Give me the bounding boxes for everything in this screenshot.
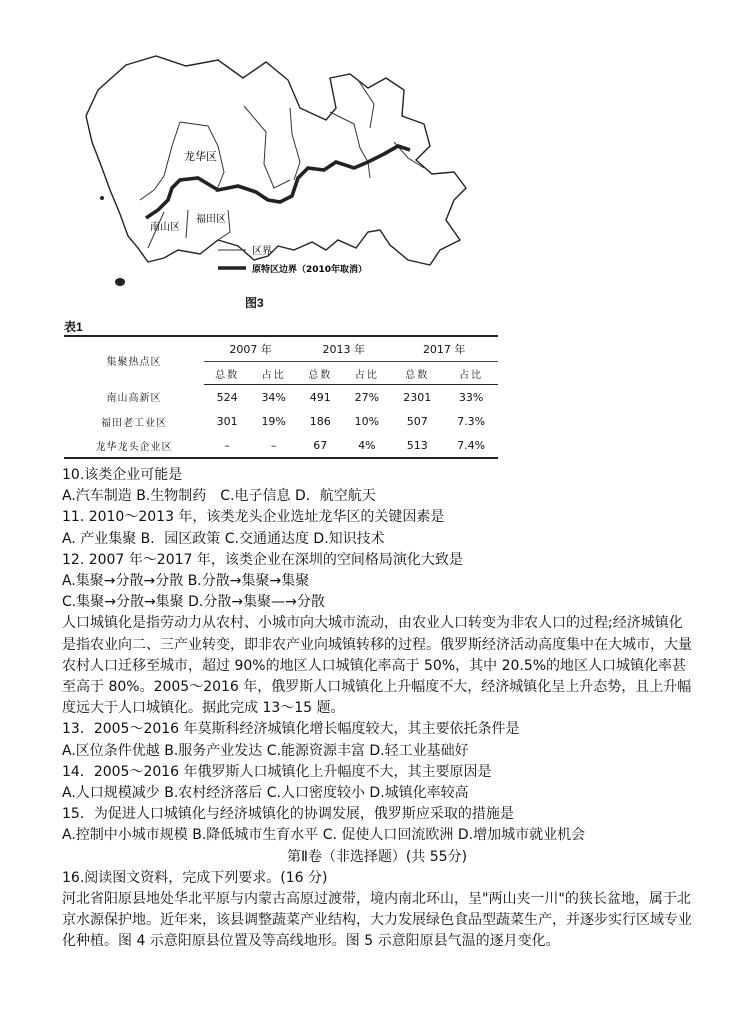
cell: 33% [458, 390, 484, 404]
map-outer-boundary [86, 56, 466, 265]
question-11: 11. 2010～2013 年，该类龙头企业选址龙华区的关键因素是 [62, 509, 445, 526]
district-boundary [186, 210, 188, 238]
year-header: 2013 年 [297, 336, 390, 362]
row-name: 龙华龙头企业区 [64, 433, 204, 458]
cell: 491 [309, 390, 331, 404]
table-caption: 表1 [64, 320, 83, 334]
question-16: 16.阅读图文资料，完成下列要求。(16 分) [62, 869, 328, 886]
question-14-options: A.人口规模减少 B.农村经济落后 C.人口密度较小 D.城镇化率较高 [62, 785, 469, 802]
legend-district-label: 区界 [252, 246, 272, 257]
table-row [64, 433, 498, 458]
question-13-options: A.区位条件优越 B.服务产业发达 C.能源资源丰富 D.轻工业基础好 [62, 742, 469, 759]
passage-yangyuan: 河北省阳原县地处华北平原与内蒙古高原过渡带，境内南北环山，呈"两山夹一川"的狭长盆地，属于北京水源保护地。近年来，该县调整蔬菜产业结构，大力发展绿色食品型蔬菜生产，并逐步实行区域专业化种植。图 4 示意阳原县位置及等高线地形。图 5 示意阳原县气温的逐月变化。 [62, 891, 692, 950]
sub-header: 总数 [297, 362, 343, 385]
question-15-options: A.控制中小城市规模 B.降低城市生育水平 C. 促使人口回流欧洲 D.增加城市就业机会 [62, 827, 586, 844]
question-13: 13．2005～2016 年莫斯科经济城镇化增长幅度较大，其主要依托条件是 [62, 721, 520, 738]
sub-header: 占比 [343, 362, 390, 385]
row-name: 南山高新区 [106, 393, 162, 405]
island [100, 196, 104, 200]
cell: 7.3% [457, 414, 486, 428]
cell: 19% [261, 414, 286, 428]
cell: 27% [354, 390, 380, 404]
cell: – [250, 433, 297, 458]
year-header: 2017 年 [390, 336, 498, 362]
sub-header: 占比 [250, 362, 297, 385]
passage-urbanization: 人口城镇化是指劳动力从农村、小城市向大城市流动，由农业人口转变为非农人口的过程;经济城镇化是指农业向二、三产业转变，即非农产业向城镇转移的过程。俄罗斯经济活动高度集中在大城市，大量农村人口迁移至城市，超过 90%的地区人口城镇化率高于 50%，其中 20.5%的地区人口城镇化率甚至高于 80%。2005～2016 年，俄罗斯人口城镇化上升幅度不大，经济城镇化呈上升态势，且上升幅度远大于人口城镇化。据此完成 13～15 题。 [62, 615, 692, 717]
district-label-longhua: 龙华区 [184, 150, 217, 163]
question-text [62, 465, 692, 953]
question-15: 15．为促进人口城镇化与经济城镇化的协调发展，俄罗斯应采取的措施是 [62, 806, 514, 823]
question-12: 12. 2007 年～2017 年，该类企业在深圳的空间格局演化大致是 [62, 551, 463, 568]
sub-header: 占比 [444, 362, 498, 385]
district-boundary [244, 106, 290, 188]
cell: 513 [390, 433, 444, 458]
question-12-options-a: A.集聚→分散→分散 B.分散→集聚→集聚 [62, 573, 310, 590]
table-row [64, 409, 498, 433]
cell: – [204, 433, 250, 458]
cell: 507 [406, 414, 428, 428]
cell: 186 [309, 414, 331, 428]
sub-header: 总数 [204, 362, 250, 385]
row-name: 福田老工业区 [101, 417, 167, 429]
island [115, 278, 125, 286]
table-row [64, 385, 498, 410]
cell: 524 [216, 390, 238, 404]
legend-sez-label: 原特区边界（2010年取消） [252, 265, 368, 275]
sub-header: 总数 [390, 362, 444, 385]
question-14: 14．2005～2016 年俄罗斯人口城镇化上升幅度不大，其主要原因是 [62, 763, 492, 780]
figure-caption: 图3 [245, 296, 264, 310]
table-row-header: 集聚热点区 [64, 336, 204, 385]
cell: 10% [354, 414, 380, 428]
cell: 7.4% [444, 433, 498, 458]
question-12-options-b: C.集聚→分散→集聚 D.分散→集聚—→分散 [62, 594, 325, 611]
cell: 2301 [403, 390, 432, 404]
district-label-futian: 福田区 [196, 214, 226, 225]
cell: 4% [343, 433, 390, 458]
section-title: 第Ⅱ卷（非选择题）(共 55分) [286, 848, 468, 865]
shenzhen-district-map [68, 50, 468, 318]
district-label-nanshan: 南山区 [150, 222, 180, 233]
question-10-options: A.汽车制造 B.生物制药 C.电子信息 D．航空航天 [62, 488, 376, 505]
district-boundary [290, 108, 300, 180]
cell: 301 [216, 414, 238, 428]
question-11-options: A. 产业集聚 B．园区政策 C.交通通达度 D.知识技术 [62, 530, 385, 547]
cell: 67 [297, 433, 343, 458]
year-header: 2007 年 [204, 336, 297, 362]
cell: 34% [261, 390, 286, 404]
question-10: 10.该类企业可能是 [62, 467, 183, 483]
cluster-table [64, 335, 498, 459]
